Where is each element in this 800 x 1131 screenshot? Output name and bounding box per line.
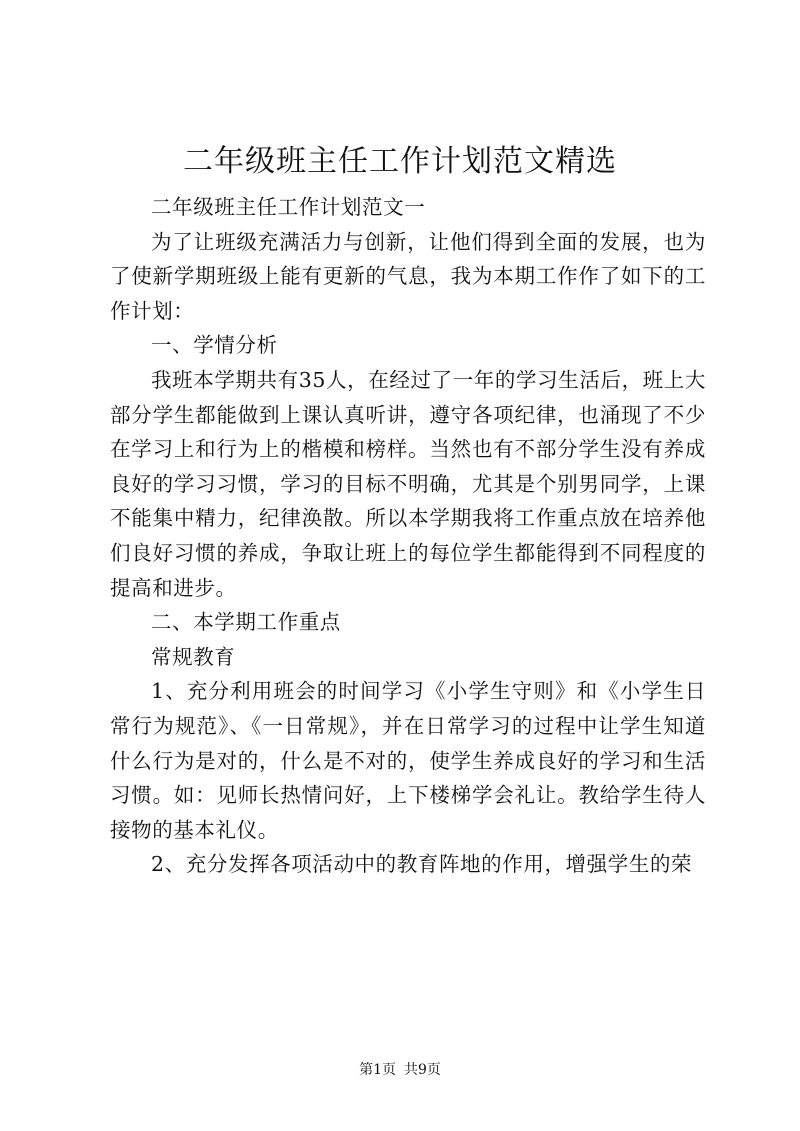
body-paragraph: 2、充分发挥各项活动中的教育阵地的作用，增强学生的荣 (151, 852, 693, 877)
page-footer (0, 1060, 800, 1080)
section-heading: 二、本学期工作重点 (151, 610, 341, 635)
document-title: 二年级班主任工作计划范文精选 (183, 144, 617, 179)
section-heading: 一、学情分析 (151, 333, 278, 358)
page-total: 共9页 (404, 1062, 441, 1078)
section-heading: 二年级班主任工作计划范文一 (151, 195, 426, 219)
document-body (110, 190, 706, 882)
body-paragraph: 为了让班级充满活力与创新，让他们得到全面的发展，也为了使新学期班级上能有更新的气息，我为本期工作作了如下的工作计划： (110, 229, 706, 323)
body-paragraph: 1、充分利用班会的时间学习《小学生守则》和《小学生日常行为规范》、《一日常规》，并在日常学习的过程中让学生知道什么行为是对的，什么是不对的，使学生养成良好的学习和生活习惯。如：见师长热情问好，上下楼梯学会礼让。教给学生待人接物的基本礼仪。 (110, 679, 706, 842)
page-number: 第1页 (359, 1062, 396, 1078)
subsection-heading: 常规教育 (151, 644, 236, 669)
body-paragraph: 我班本学期共有35人，在经过了一年的学习生活后，班上大部分学生都能做到上课认真听讲，遵守各项纪律，也涌现了不少在学习上和行为上的楷模和榜样。当然也有不部分学生没有养成良好的学习习惯，学习的目标不明确，尤其是个别男同学，上课不能集中精力，纪律涣散。所以本学期我将工作重点放在培养他们良好习惯的养成，争取让班上的每位学生都能得到不同程度的提高和进步。 (110, 367, 706, 600)
